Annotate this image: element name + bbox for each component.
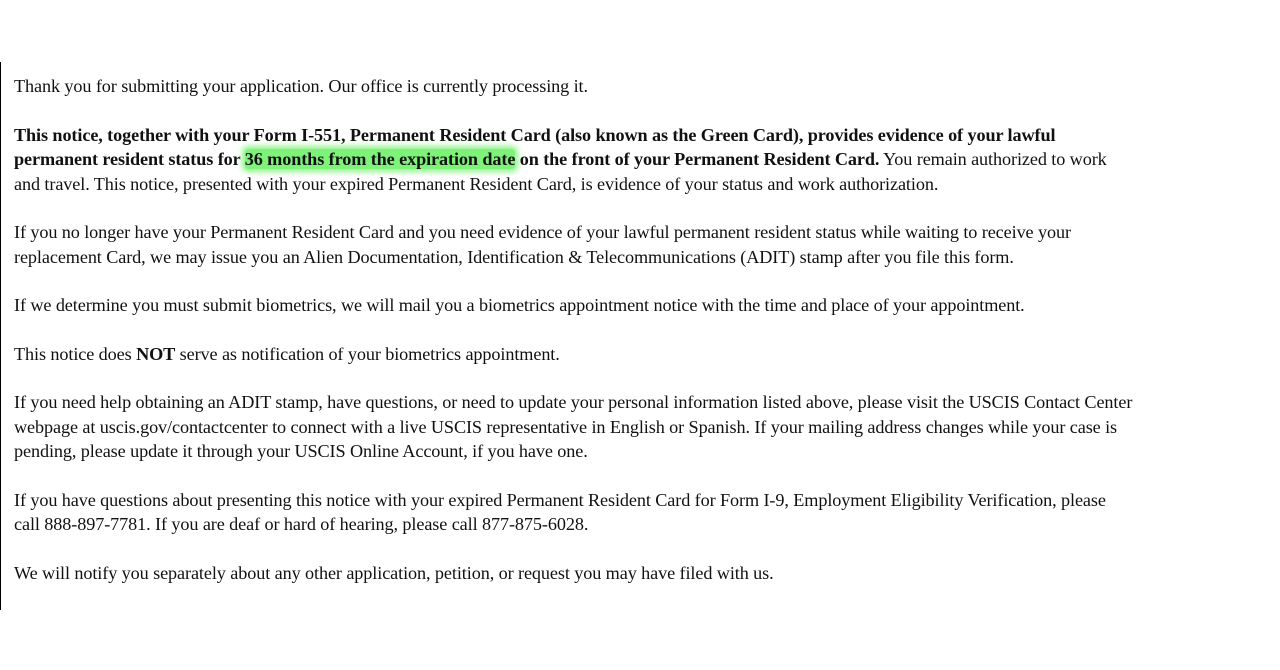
notice-page [0,62,1280,610]
paragraph-evidence [14,123,1280,197]
paragraph-i9-questions [14,488,1280,537]
normal-text: This notice does [14,343,137,364]
paragraph-line: If you need help obtaining an ADIT stamp, have questions, or need to update your personal information listed above, please visit the USCIS Contact Center [14,392,1133,412]
paragraph-line: call 888-897-7781. If you are deaf or hard of hearing, please call 877-875-6028. [14,514,589,534]
paragraph-line: If you have questions about presenting this notice with your expired Permanent Resident Card for Form I-9, Employment Eligibility Verification, please [14,489,1106,510]
paragraph-text: Thank you for submitting your application. Our office is currently processing it. [14,76,588,96]
paragraph-line: and travel. This notice, presented with your expired Permanent Resident Card, is evidence of your status and work authorization. [14,173,939,194]
paragraph-contact-center [14,390,1280,464]
paragraph-line: webpage at uscis.gov/contactcenter to connect with a live USCIS representative in English or Spanish. If your mailing address changes while your case is [14,416,1118,437]
bold-text: permanent resident status for [14,149,245,169]
paragraph-line: If we determine you must submit biometrics, we will mail you a biometrics appointment notice with the time and place of your appointment. [14,295,1025,315]
bold-text: NOT [136,343,176,364]
normal-text: You remain authorized to work [879,149,1107,169]
paragraph-line [14,342,1280,367]
paragraph-line: replacement Card, we may issue you an Alien Documentation, Identification & Telecommunications (ADIT) stamp after you file this form. [14,246,1014,267]
paragraph-line [14,147,1280,172]
bold-text: on the front of your Permanent Resident Card. [515,149,880,169]
paragraph-line [14,123,1280,148]
paragraph-processing [14,74,1280,99]
paragraph-line: If you no longer have your Permanent Resident Card and you need evidence of your lawful permanent resident status while waiting to receive your [14,222,1071,242]
normal-text: serve as notification of your biometrics appointment. [175,343,560,364]
paragraph-line: We will notify you separately about any other application, petition, or request you may have filed with us. [14,562,774,583]
paragraph-adit-stamp [14,220,1280,269]
highlighted-text: 36 months from the expiration date [244,149,516,169]
bold-text: This notice, together with your Form I-551, Permanent Resident Card (also known as the Green Card), provides evidence of your lawful [14,124,1056,145]
paragraph-not-notification [14,342,1280,367]
paragraph-biometrics [14,293,1280,318]
paragraph-other-applications [14,561,1280,586]
notice-body [14,74,1280,609]
paragraph-line: pending, please update it through your USCIS Online Account, if you have one. [14,441,588,461]
